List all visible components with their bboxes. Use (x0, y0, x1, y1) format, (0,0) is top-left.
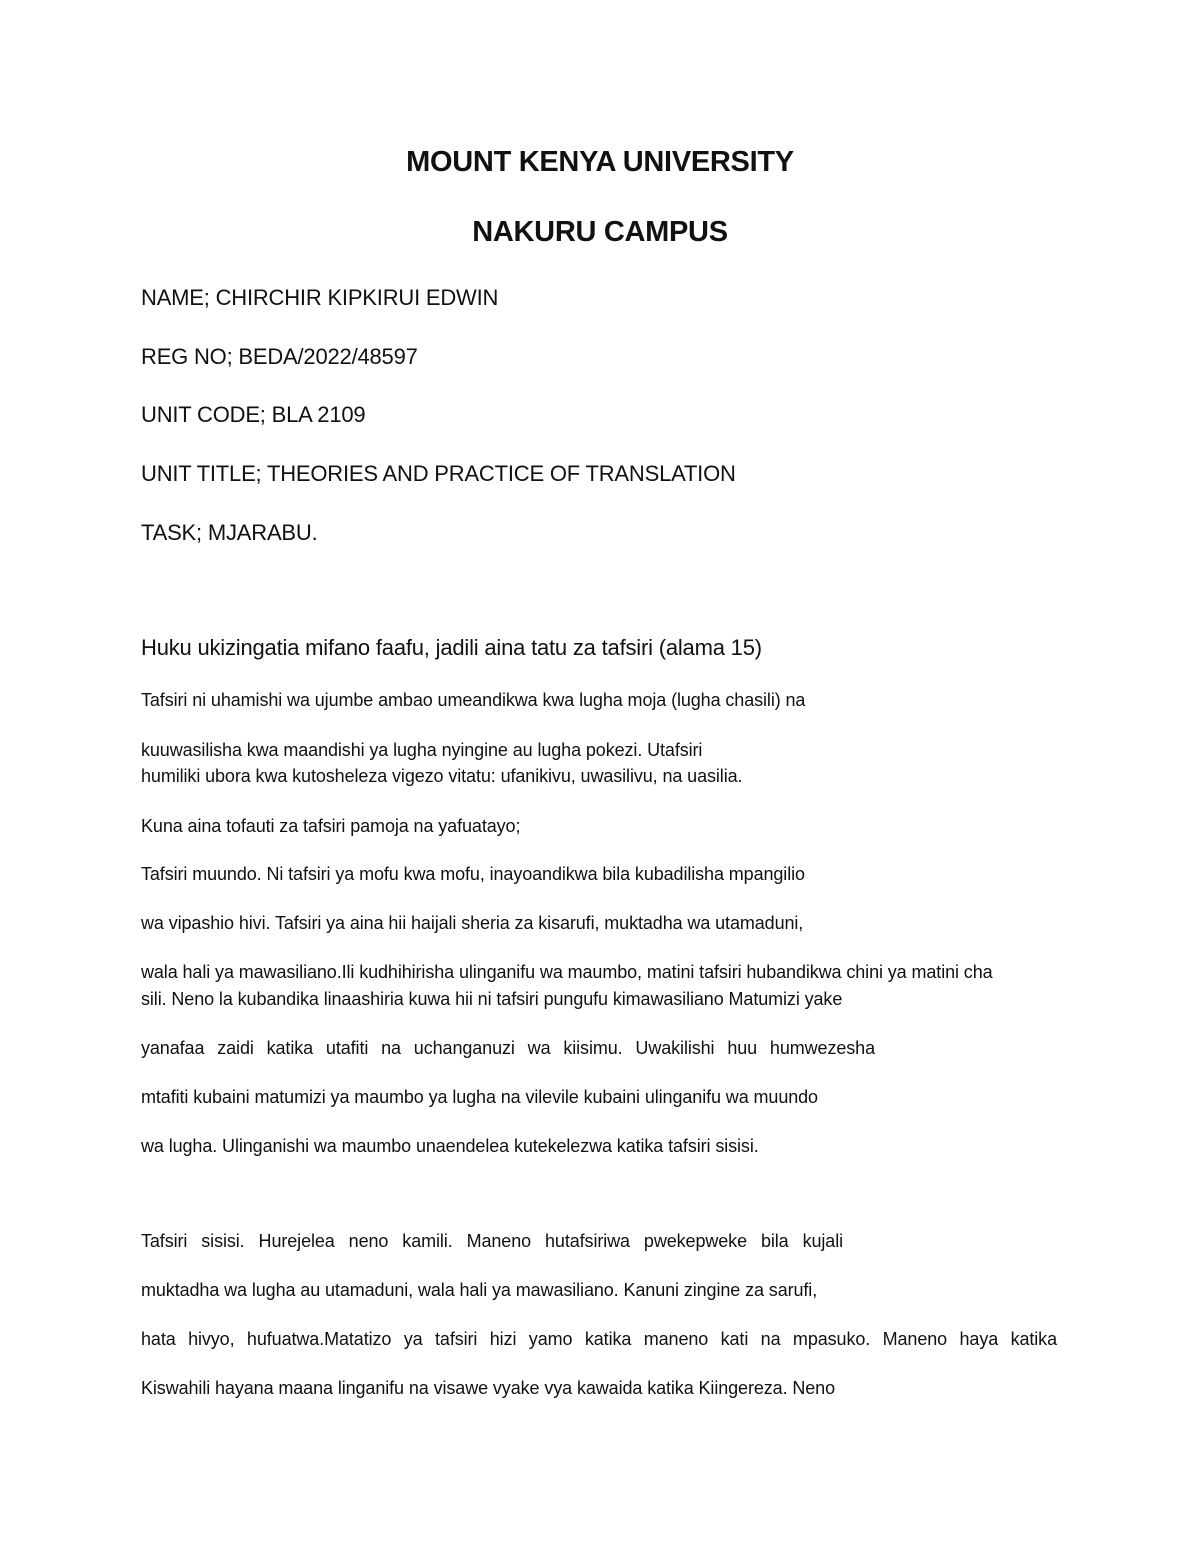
body-line: sili. Neno la kubandika linaashiria kuwa hii ni tafsiri pungufu kimawasiliano Matumizi yake (141, 989, 843, 1009)
body-line: hata hivyo, hufuatwa.Matatizo ya tafsiri hizi yamo katika maneno kati na mpasuko. Maneno haya katika (141, 1329, 1057, 1349)
body-line: wa vipashio hivi. Tafsiri ya aina hii haijali sheria za kisarufi, muktadha wa utamaduni, (141, 913, 804, 933)
question-heading: Huku ukizingatia mifano faafu, jadili aina tatu za tafsiri (alama 15) (141, 635, 762, 660)
body-line: Tafsiri muundo. Ni tafsiri ya mofu kwa mofu, inayoandikwa bila kubadilisha mpangilio (141, 864, 805, 884)
unit-title: UNIT TITLE; THEORIES AND PRACTICE OF TRANSLATION (141, 461, 736, 486)
body-line: mtafiti kubaini matumizi ya maumbo ya lugha na vilevile kubaini ulinganifu wa muundo (141, 1087, 818, 1107)
body-line: Kiswahili hayana maana linganifu na visawe vyake vya kawaida katika Kiingereza. Neno (141, 1378, 835, 1398)
body-line: muktadha wa lugha au utamaduni, wala hali ya mawasiliano. Kanuni zingine za sarufi, (141, 1280, 818, 1300)
body-line: Tafsiri ni uhamishi wa ujumbe ambao umeandikwa kwa lugha moja (lugha chasili) na (141, 690, 806, 710)
task-label: TASK; MJARABU. (141, 520, 318, 545)
campus-title: NAKURU CAMPUS (472, 216, 728, 248)
body-line: Tafsiri sisisi. Hurejelea neno kamili. Maneno hutafsiriwa pwekepweke bila kujali (141, 1231, 843, 1251)
body-line: kuuwasilisha kwa maandishi ya lugha nyingine au lugha pokezi. Utafsiri (141, 740, 703, 760)
university-title: MOUNT KENYA UNIVERSITY (406, 146, 794, 178)
body-line: Kuna aina tofauti za tafsiri pamoja na yafuatayo; (141, 816, 521, 836)
student-name: NAME; CHIRCHIR KIPKIRUI EDWIN (141, 285, 499, 310)
unit-code: UNIT CODE; BLA 2109 (141, 402, 366, 427)
body-line: wala hali ya mawasiliano.Ili kudhihirisha ulinganifu wa maumbo, matini tafsiri hubandikwa chini ya matini cha (141, 962, 993, 982)
body-line: humiliki ubora kwa kutosheleza vigezo vitatu: ufanikivu, uwasilivu, na uasilia. (141, 766, 743, 786)
body-line: wa lugha. Ulinganishi wa maumbo unaendelea kutekelezwa katika tafsiri sisisi. (141, 1136, 759, 1156)
body-line: yanafaa zaidi katika utafiti na uchanganuzi wa kiisimu. Uwakilishi huu humwezesha (141, 1038, 875, 1058)
registration-number: REG NO; BEDA/2022/48597 (141, 344, 418, 369)
